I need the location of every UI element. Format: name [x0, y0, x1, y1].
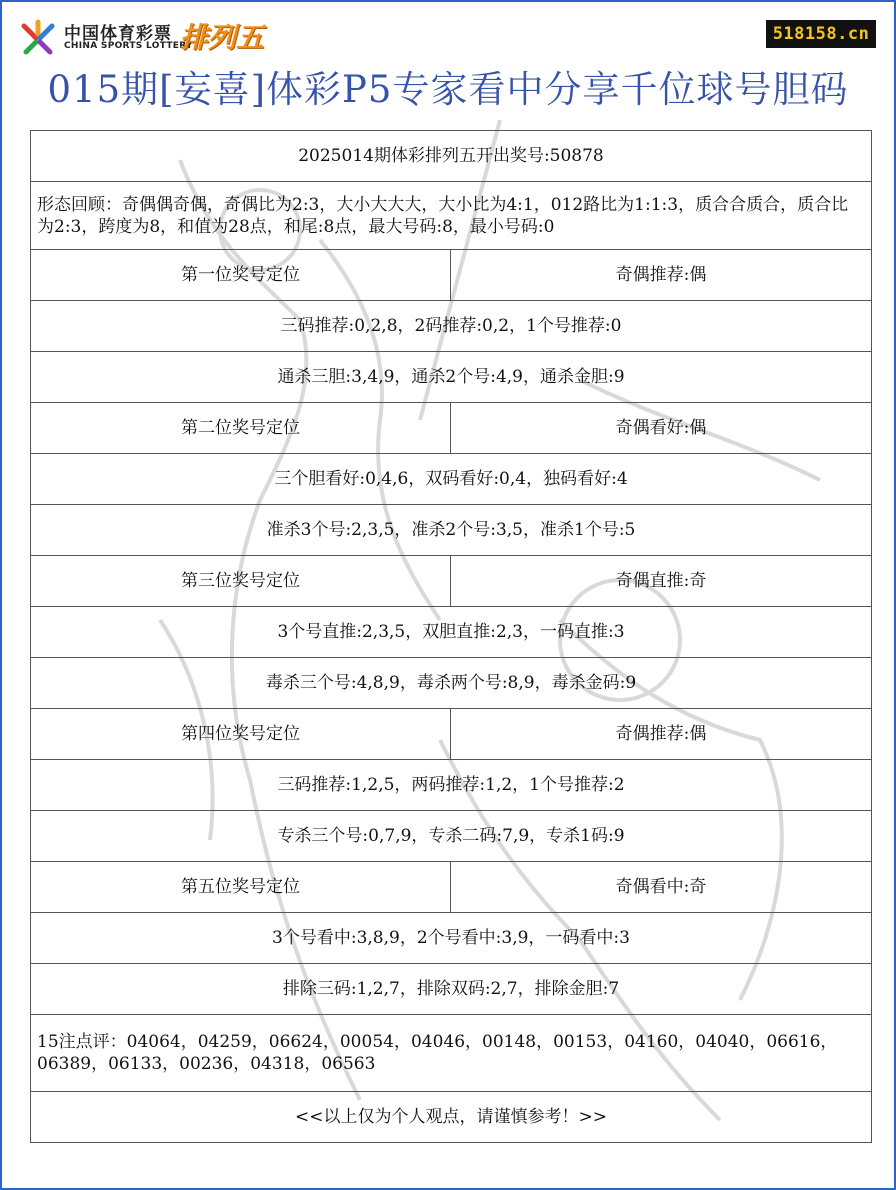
kill-cell: 通杀三胆:3,4,9，通杀2个号:4,9，通杀金胆:9 — [31, 352, 872, 403]
table-row — [31, 131, 872, 182]
table-row — [31, 607, 872, 658]
table-row — [31, 556, 872, 607]
position-label-cell: 第三位奖号定位 — [31, 556, 451, 607]
draw-result-cell: 2025014期体彩排列五开出奖号:50878 — [31, 131, 872, 182]
lottery-logo-icon — [18, 18, 58, 58]
logo-english-text: CHINA SPORTS LOTTERY — [64, 41, 193, 51]
parity-cell: 奇偶直推:奇 — [451, 556, 872, 607]
page-title: 015期[妄喜]体彩P5专家看中分享千位球号胆码 — [47, 68, 849, 111]
table-row — [31, 301, 872, 352]
table-row — [31, 964, 872, 1015]
table-row — [31, 760, 872, 811]
position-label-cell: 第二位奖号定位 — [31, 403, 451, 454]
recommend-cell: 三码推荐:1,2,5，两码推荐:1,2，1个号推荐:2 — [31, 760, 872, 811]
site-badge[interactable]: 518158.cn — [766, 20, 876, 48]
parity-cell: 奇偶看好:偶 — [451, 403, 872, 454]
table-row — [31, 352, 872, 403]
kill-cell: 专杀三个号:0,7,9，专杀二码:7,9，专杀1码:9 — [31, 811, 872, 862]
parity-cell: 奇偶看中:奇 — [451, 862, 872, 913]
kill-cell: 毒杀三个号:4,8,9，毒杀两个号:8,9，毒杀金码:9 — [31, 658, 872, 709]
parity-cell: 奇偶推荐:偶 — [451, 250, 872, 301]
table-row — [31, 182, 872, 250]
table-row — [31, 454, 872, 505]
table-row — [31, 403, 872, 454]
prediction-table — [30, 130, 872, 1143]
review-cell: 形态回顾：奇偶偶奇偶，奇偶比为2:3，大小大大大，大小比为4:1，012路比为1:1:3，质合合质合，质合比为2:3，跨度为8，和值为28点，和尾:8点，最大号码:8，最小号码:0 — [31, 182, 872, 250]
table-row — [31, 1015, 872, 1092]
recommend-cell: 3个号直推:2,3,5，双胆直推:2,3，一码直推:3 — [31, 607, 872, 658]
table-row — [31, 1092, 872, 1143]
kill-cell: 准杀3个号:2,3,5，准杀2个号:3,5，准杀1个号:5 — [31, 505, 872, 556]
picks-cell: 15注点评：04064，04259，06624，00054，04046，00148，00153，04160，04040，06616，06389，06133，00236，04318，06563 — [31, 1015, 872, 1092]
table-row — [31, 250, 872, 301]
table-row — [31, 709, 872, 760]
table-row — [31, 505, 872, 556]
page-header — [0, 0, 896, 130]
kill-cell: 排除三码:1,2,7，排除双码:2,7，排除金胆:7 — [31, 964, 872, 1015]
recommend-cell: 3个号看中:3,8,9，2个号看中:3,9，一码看中:3 — [31, 913, 872, 964]
position-label-cell: 第四位奖号定位 — [31, 709, 451, 760]
parity-cell: 奇偶推荐:偶 — [451, 709, 872, 760]
disclaimer-cell: <<以上仅为个人观点，请谨慎参考！>> — [31, 1092, 872, 1143]
logo-chinese-text: 中国体育彩票 — [64, 24, 172, 44]
position-label-cell: 第一位奖号定位 — [31, 250, 451, 301]
table-row — [31, 811, 872, 862]
logo-game-name: 排列五 — [180, 21, 265, 54]
recommend-cell: 三码推荐:0,2,8，2码推荐:0,2，1个号推荐:0 — [31, 301, 872, 352]
table-row — [31, 862, 872, 913]
table-row — [31, 658, 872, 709]
table-row — [31, 913, 872, 964]
recommend-cell: 三个胆看好:0,4,6，双码看好:0,4，独码看好:4 — [31, 454, 872, 505]
position-label-cell: 第五位奖号定位 — [31, 862, 451, 913]
